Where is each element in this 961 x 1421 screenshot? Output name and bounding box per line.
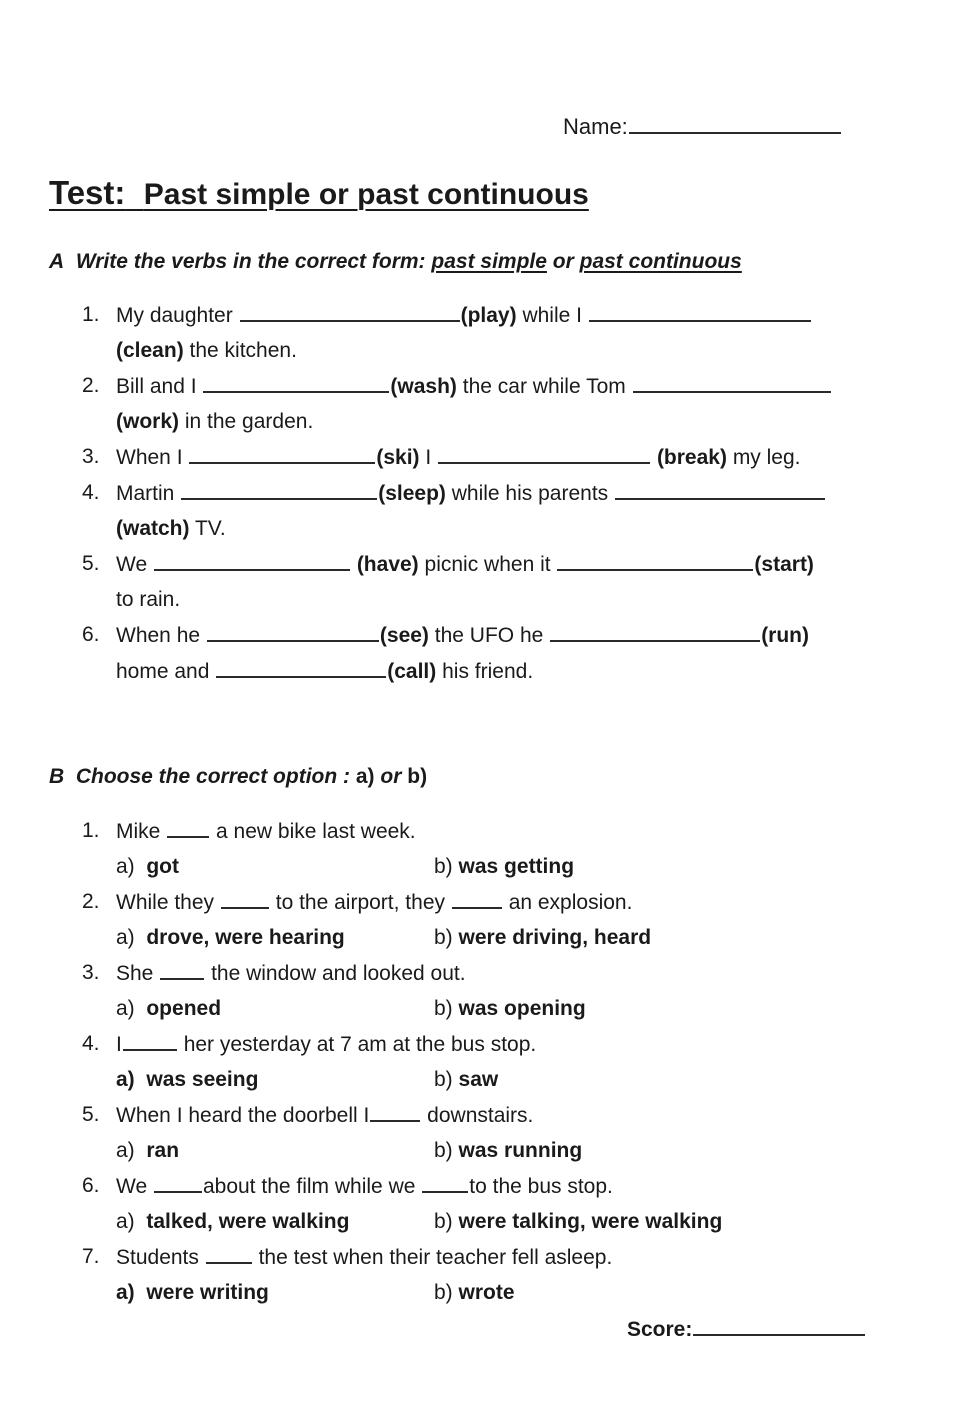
b4-s2: her yesterday at 7 am at the bus stop. bbox=[183, 1033, 537, 1056]
a2-line2 bbox=[116, 409, 313, 435]
b1-option-b[interactable] bbox=[434, 854, 574, 880]
section-a-instruction bbox=[49, 250, 742, 274]
b1-a-text: got bbox=[146, 855, 180, 878]
name-field[interactable] bbox=[563, 114, 842, 140]
b2-blank1[interactable] bbox=[221, 889, 269, 909]
section-b-letter: B bbox=[49, 765, 65, 788]
b4-option-b[interactable] bbox=[434, 1067, 498, 1093]
b3-question bbox=[116, 960, 466, 987]
b2-s2: to the airport, they bbox=[275, 891, 445, 914]
b2-question bbox=[116, 889, 632, 916]
section-b-text: Choose the correct option : bbox=[75, 765, 351, 788]
b5-a-text: ran bbox=[146, 1139, 180, 1162]
b2-s3: an explosion. bbox=[508, 891, 633, 914]
b4-number: 4. bbox=[82, 1032, 100, 1055]
b7-question bbox=[116, 1244, 612, 1271]
a4-text2: while his parents bbox=[451, 482, 609, 505]
b3-b-text: was opening bbox=[458, 997, 586, 1020]
b2-b-text: were driving, heard bbox=[458, 926, 652, 949]
a5-text3: to rain. bbox=[116, 588, 181, 611]
b7-blank[interactable] bbox=[206, 1244, 252, 1264]
opt-b-label: b) bbox=[434, 1068, 453, 1091]
a3-number: 3. bbox=[82, 445, 100, 468]
b2-s1: While they bbox=[116, 891, 215, 914]
b2-a-text: drove, were hearing bbox=[146, 926, 345, 949]
b1-question bbox=[116, 818, 416, 845]
b6-option-a[interactable] bbox=[116, 1209, 349, 1235]
b6-blank2[interactable] bbox=[422, 1173, 468, 1193]
a4-blank2[interactable] bbox=[615, 480, 825, 500]
a4-line1 bbox=[116, 480, 826, 507]
b1-s2: a new bike last week. bbox=[216, 820, 416, 843]
a2-blank1[interactable] bbox=[203, 373, 389, 393]
a2-text2: the car while Tom bbox=[462, 375, 626, 398]
section-b-instruction bbox=[49, 765, 427, 789]
a5-text2: picnic when it bbox=[424, 553, 551, 576]
a2-verb2: (work) bbox=[116, 410, 179, 433]
a6-verb1: (see) bbox=[379, 624, 429, 647]
b6-question bbox=[116, 1173, 613, 1200]
b6-s3: to the bus stop. bbox=[469, 1175, 613, 1198]
a5-text1: We bbox=[116, 553, 148, 576]
a2-verb1: (wash) bbox=[390, 375, 457, 398]
opt-a-label: a) bbox=[116, 997, 135, 1020]
title-main: Test: bbox=[49, 174, 126, 211]
b5-b-text: was running bbox=[458, 1139, 583, 1162]
a6-text2: the UFO he bbox=[434, 624, 544, 647]
section-b-or: or bbox=[380, 765, 402, 788]
score-field[interactable] bbox=[627, 1316, 866, 1342]
a2-text1: Bill and I bbox=[116, 375, 197, 398]
a5-line1 bbox=[116, 551, 814, 578]
name-blank[interactable] bbox=[629, 114, 841, 134]
a1-text1: My daughter bbox=[116, 304, 233, 327]
b3-s2: the window and looked out. bbox=[211, 962, 466, 985]
b3-blank[interactable] bbox=[160, 960, 204, 980]
section-b-a: a) bbox=[355, 765, 375, 788]
a3-text3: my leg. bbox=[732, 446, 801, 469]
opt-a-label: a) bbox=[116, 1281, 135, 1304]
b7-a-text: were writing bbox=[146, 1281, 269, 1304]
opt-b-label: b) bbox=[434, 997, 453, 1020]
a3-verb2: (break) bbox=[656, 446, 727, 469]
a5-blank1[interactable] bbox=[154, 551, 350, 571]
b6-s1: We bbox=[116, 1175, 148, 1198]
a1-verb2: (clean) bbox=[116, 339, 184, 362]
a3-blank2[interactable] bbox=[438, 444, 650, 464]
a2-blank2[interactable] bbox=[633, 373, 831, 393]
b1-b-text: was getting bbox=[458, 855, 575, 878]
a6-verb3: (call) bbox=[387, 660, 437, 683]
a3-text1: When I bbox=[116, 446, 183, 469]
a5-blank2[interactable] bbox=[557, 551, 753, 571]
b6-blank1[interactable] bbox=[154, 1173, 202, 1193]
a5-verb1: (have) bbox=[356, 553, 419, 576]
a1-line1 bbox=[116, 302, 812, 329]
b2-option-b[interactable] bbox=[434, 925, 651, 951]
opt-a-label: a) bbox=[116, 855, 135, 878]
b7-s1: Students bbox=[116, 1246, 199, 1269]
b6-s2: about the film while we bbox=[202, 1175, 416, 1198]
a3-line1 bbox=[116, 444, 801, 471]
title-subtitle: Past simple or past continuous bbox=[143, 178, 589, 211]
b1-blank[interactable] bbox=[167, 818, 209, 838]
b1-option-a[interactable] bbox=[116, 854, 179, 880]
name-label: Name: bbox=[563, 114, 628, 139]
b5-s1: When I heard the doorbell I bbox=[116, 1104, 370, 1127]
a6-blank2[interactable] bbox=[550, 622, 760, 642]
opt-a-label: a) bbox=[116, 1068, 135, 1091]
a6-blank3[interactable] bbox=[216, 658, 386, 678]
a1-number: 1. bbox=[82, 303, 100, 326]
a3-blank1[interactable] bbox=[189, 444, 375, 464]
b3-s1: She bbox=[116, 962, 154, 985]
b1-number: 1. bbox=[82, 819, 100, 842]
a2-text3: in the garden. bbox=[184, 410, 314, 433]
section-a-opt1: past simple bbox=[431, 250, 547, 273]
a4-line2 bbox=[116, 516, 226, 542]
b6-option-b[interactable] bbox=[434, 1209, 722, 1235]
section-b-b: b) bbox=[407, 765, 428, 788]
a5-verb2: (start) bbox=[754, 553, 814, 576]
a6-line1 bbox=[116, 622, 809, 649]
a1-text3: the kitchen. bbox=[189, 339, 297, 362]
a6-text4: his friend. bbox=[442, 660, 534, 683]
b5-question bbox=[116, 1102, 533, 1129]
b7-s2: the test when their teacher fell asleep. bbox=[258, 1246, 613, 1269]
a6-number: 6. bbox=[82, 623, 100, 646]
b3-a-text: opened bbox=[146, 997, 222, 1020]
a5-line2 bbox=[116, 587, 180, 613]
b5-option-b[interactable] bbox=[434, 1138, 582, 1164]
b2-number: 2. bbox=[82, 890, 100, 913]
opt-a-label: a) bbox=[116, 1210, 135, 1233]
opt-b-label: b) bbox=[434, 1210, 453, 1233]
b7-option-b[interactable] bbox=[434, 1280, 515, 1306]
b2-blank2[interactable] bbox=[452, 889, 502, 909]
a2-number: 2. bbox=[82, 374, 100, 397]
a1-blank1[interactable] bbox=[240, 302, 460, 322]
a4-text1: Martin bbox=[116, 482, 175, 505]
a4-verb1: (sleep) bbox=[378, 482, 446, 505]
b7-option-a[interactable] bbox=[116, 1280, 269, 1306]
page-title bbox=[49, 174, 589, 212]
a6-line2 bbox=[116, 658, 533, 685]
a5-number: 5. bbox=[82, 552, 100, 575]
b5-s2: downstairs. bbox=[427, 1104, 534, 1127]
opt-b-label: b) bbox=[434, 1281, 453, 1304]
b3-number: 3. bbox=[82, 961, 100, 984]
b4-blank[interactable] bbox=[123, 1031, 177, 1051]
b7-b-text: wrote bbox=[458, 1281, 515, 1304]
a1-line2 bbox=[116, 338, 297, 364]
section-a-opt2: past continuous bbox=[579, 250, 742, 273]
b6-number: 6. bbox=[82, 1174, 100, 1197]
b4-option-a[interactable] bbox=[116, 1067, 258, 1093]
b1-s1: Mike bbox=[116, 820, 161, 843]
b7-number: 7. bbox=[82, 1245, 100, 1268]
a2-line1 bbox=[116, 373, 832, 400]
section-a-letter: A bbox=[49, 250, 65, 273]
opt-b-label: b) bbox=[434, 1139, 453, 1162]
b2-option-a[interactable] bbox=[116, 925, 345, 951]
opt-a-label: a) bbox=[116, 926, 135, 949]
score-label: Score: bbox=[627, 1318, 693, 1341]
a3-verb1: (ski) bbox=[376, 446, 420, 469]
b4-b-text: saw bbox=[458, 1068, 499, 1091]
a6-verb2: (run) bbox=[761, 624, 810, 647]
b5-number: 5. bbox=[82, 1103, 100, 1126]
a1-verb1: (play) bbox=[460, 304, 517, 327]
score-blank[interactable] bbox=[693, 1316, 865, 1336]
section-a-prefix: Write the verbs in the correct form: bbox=[75, 250, 426, 273]
b6-a-text: talked, were walking bbox=[146, 1210, 350, 1233]
a1-blank2[interactable] bbox=[589, 302, 811, 322]
a4-blank1[interactable] bbox=[181, 480, 377, 500]
a6-blank1[interactable] bbox=[207, 622, 379, 642]
opt-a-label: a) bbox=[116, 1139, 135, 1162]
a4-number: 4. bbox=[82, 481, 100, 504]
a1-text2: while I bbox=[522, 304, 582, 327]
b3-option-b[interactable] bbox=[434, 996, 586, 1022]
a6-text3: home and bbox=[116, 660, 210, 683]
b4-question bbox=[116, 1031, 536, 1058]
section-a-or: or bbox=[552, 250, 574, 273]
a6-text1: When he bbox=[116, 624, 201, 647]
b3-option-a[interactable] bbox=[116, 996, 221, 1022]
b6-b-text: were talking, were walking bbox=[458, 1210, 723, 1233]
opt-b-label: b) bbox=[434, 855, 453, 878]
a4-text3: TV. bbox=[194, 517, 226, 540]
b4-a-text: was seeing bbox=[146, 1068, 259, 1091]
a4-verb2: (watch) bbox=[116, 517, 190, 540]
b4-s1: I bbox=[116, 1033, 122, 1056]
b5-option-a[interactable] bbox=[116, 1138, 179, 1164]
opt-b-label: b) bbox=[434, 926, 453, 949]
b5-blank[interactable] bbox=[370, 1102, 420, 1122]
a3-text2: I bbox=[425, 446, 432, 469]
